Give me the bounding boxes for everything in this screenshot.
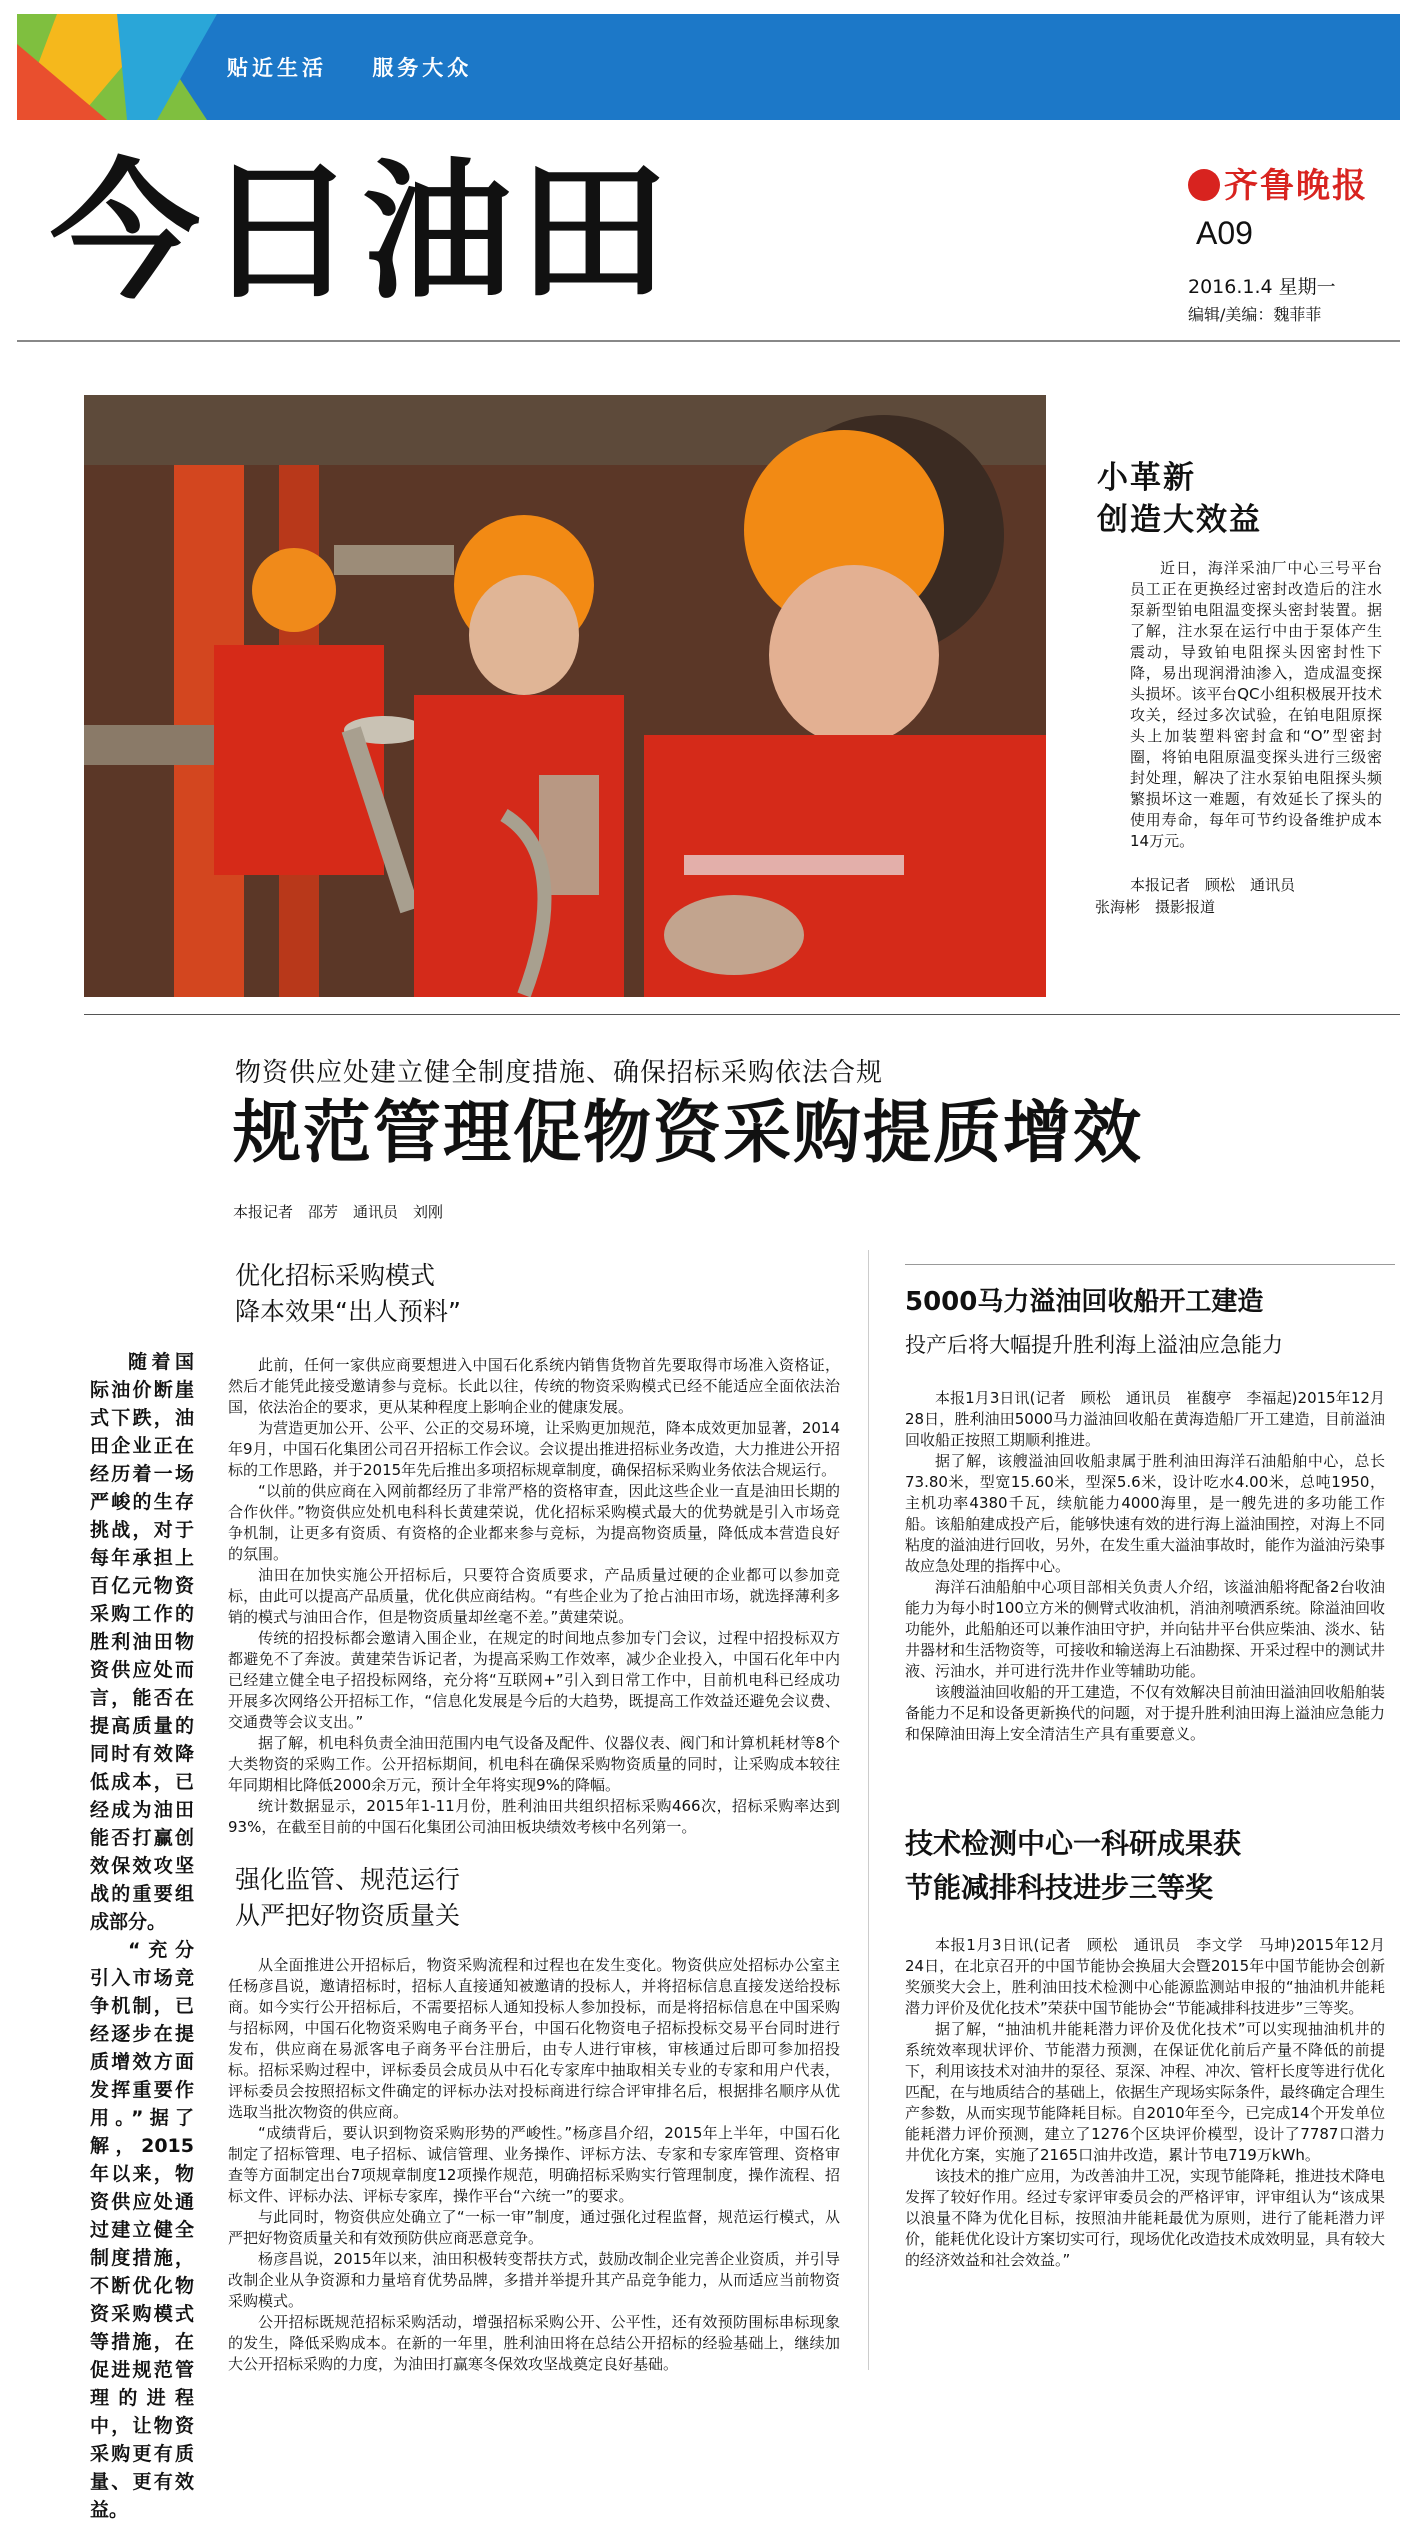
- divider: [905, 1264, 1395, 1265]
- slogan-text-1: 贴近生活: [227, 56, 327, 80]
- article-paragraph: 公开招标既规范招标采购活动，增强招标采购公开、公平性，还有效预防围标串标现象的发生，降低采购成本。在新的一年里，胜利油田将在总结公开招标的经验基础上，继续加大公开招标采购的力度，为油田打赢寒冬保效攻坚战奠定良好基础。: [228, 2313, 840, 2373]
- subhead-2: [235, 1862, 635, 1934]
- article-paragraph: 统计数据显示，2015年1-11月份，胜利油田共组织招标采购466次，招标采购率达到93%，在截至目前的中国石化集团公司油田板块绩效考核中名列第一。: [228, 1797, 840, 1836]
- right-story-2-body: [905, 1935, 1385, 2271]
- newspaper-name: 齐鲁晚报: [1224, 166, 1368, 206]
- subhead-1-line-2: 降本效果“出人预料”: [235, 1297, 461, 1326]
- article-paragraph: 据了解，该艘溢油回收船隶属于胜利油田海洋石油船舶中心，总长73.80米，型宽15.60米，型深5.6米，设计吃水4.00米，总吨1950，主机功率4380千瓦，续航能力4000海里，是一艘先进的多功能工作船。该船舶建成投产后，能够快速有效的进行海上溢油围控，对海上不同粘度的溢油进行回收，另外，在发生重大溢油事故时，能作为溢油污染事故应急处理的指挥中心。: [905, 1452, 1386, 1575]
- page-number: A09: [1196, 215, 1253, 251]
- article-paragraph: 据了解，机电科负责全油田范围内电气设备及配件、仪器仪表、阀门和计算机耗材等8个大类物资的采购工作。公开招标期间，机电科在确保采购物资质量的同时，让采购成本较往年同期相比降低2000余万元，预计全年将实现9%的降幅。: [228, 1734, 840, 1794]
- article-paragraph: 此前，任何一家供应商要想进入中国石化系统内销售货物首先要取得市场准入资格证，然后才能凭此接受邀请参与竞标。长此以往，传统的物资采购模式已经不能适应全面依法治国，依法治企的要求，更从某种程度上影响企业的健康发展。: [228, 1356, 840, 1416]
- right-story-1-headline: 5000马力溢油回收船开工建造: [905, 1287, 1264, 1317]
- article-paragraph: 该技术的推广应用，为改善油井工况，实现节能降耗，推进技术降电发挥了较好作用。经过专家评审委员会的严格评审，评审组认为“该成果以浪量不降为优化目标，按照油井能耗最优为原则，进行了能耗潜力评价，能耗优化设计方案切实可行，现场优化改造技术成效明显，具有较大的经济效益和社会效益。”: [905, 2167, 1386, 2269]
- article-paragraph: 为营造更加公开、公平、公正的交易环境，让采购更加规范，降本成效更加显著，2014年9月，中国石化集团公司召开招标工作会议。会议提出推进招标业务改造，大力推进公开招标的工作思路，并于2015年先后推出多项招标规章制度，确保招标采购业务依法合规运行。: [228, 1419, 840, 1479]
- article-paragraph: 该艘溢油回收船的开工建造，不仅有效解决目前油田溢油回收船舶装备能力不足和设备更新换代的问题，对于提升胜利油田海上溢油应急能力和保障油田海上安全清洁生产具有重要意义。: [905, 1683, 1386, 1743]
- main-kicker: 物资供应处建立健全制度措施、确保招标采购依法合规: [235, 1058, 884, 1088]
- side-story-body: 近日，海洋采油厂中心三号平台员工正在更换经过密封改造后的注水泵新型铂电阻温变探头密封装置。据了解，注水泵在运行中由于泵体产生震动，导致铂电阻探头因密封性下降，易出现润滑油渗入，造成温变探头损坏。该平台QC小组积极展开技术攻关，经过多次试验，在铂电阻原探头上加装塑料密封盒和“O”型密封圈，将铂电阻原温变探头进行三级密封处理，解决了注水泵铂电阻探头频繁损坏这一难题，有效延长了探头的使用寿命，每年可节约设备维护成本14万元。: [1130, 559, 1382, 850]
- divider: [17, 340, 1400, 342]
- banner-slogan: [227, 52, 506, 82]
- article-paragraph: 从全面推进公开招标后，物资采购流程和过程也在发生变化。物资供应处招标办公室主任杨彦昌说，邀请招标时，招标人直接通知被邀请的投标人，并将招标信息直接发送给投标商。如今实行公开招标后，不需要招标人通知投标人参加投标，而是将招标信息在中国采购与招标网，中国石化物资采购电子商务平台，中国石化物资电子招标投标交易平台同时进行发布，供应商在易派客电子商务平台注册后，由专人进行审核，审核通过后即可参加招投标。招标采购过程中，评标委员会成员从中石化专家库中抽取相关专业的专家和用户代表，评标委员会按照招标文件确定的评标办法对投标商进行综合评审排名后，根据排名顺序从优选取当批次物资的供应商。: [228, 1956, 840, 2121]
- article-paragraph: 杨彦昌说，2015年以来，油田积极转变帮扶方式，鼓励改制企业完善企业资质，并引导改制企业从争资源和力量培育优势品牌，多措并举提升其产品竞争能力，从而适应当前物资采购模式。: [228, 2250, 840, 2310]
- article-paragraph: 本报1月3日讯(记者 顾松 通讯员 崔馥亭 李福起)2015年12月28日，胜利油田5000马力溢油回收船在黄海造船厂开工建造，目前溢油回收船正按照工期顺利推进。: [905, 1389, 1385, 1449]
- article-paragraph: 油田在加快实施公开招标后，只要符合资质要求，产品质量过硬的企业都可以参加竞标，由此可以提高产品质量，优化供应商结构。“有些企业为了抢占油田市场，就选择薄利多销的模式与油田合作，但是物资质量却丝毫不差。”黄建荣说。: [228, 1566, 840, 1626]
- article-paragraph: 传统的招投标都会邀请入围企业，在规定的时间地点参加专门会议，过程中招投标双方都避免不了奔波。黄建荣告诉记者，为提高采购工作效率，减少企业投入，中国石化年中内已经建立健全电子招投标网络，充分将“互联网+”引入到日常工作中，目前机电科已经成功开展多次网络公开招标工作，“信息化发展是今后的大趋势，既提高工作效益还避免会议费、交通费等会议支出。”: [228, 1629, 840, 1731]
- page-title: 今日油田: [50, 146, 675, 320]
- divider: [84, 1014, 1400, 1015]
- side-headline-line-1: 小革新: [1097, 460, 1196, 496]
- header-banner: [17, 14, 1400, 120]
- right-story-2-headline-line-2: 节能减排科技进步三等奖: [905, 1871, 1214, 1904]
- article-paragraph: 与此同时，物资供应处确立了“一标一审”制度，通过强化过程监督，规范运行模式，从严把好物资质量关和有效预防供应商恶意竞争。: [228, 2208, 840, 2247]
- workers-photo: [84, 395, 1046, 997]
- logo-icon: [1188, 169, 1220, 201]
- side-headline-line-2: 创造大效益: [1097, 502, 1262, 538]
- lead-paragraph: 随着国际油价断崖式下跌，油田企业正在经历着一场严峻的生存挑战，对于每年承担上百亿元物资采购工作的胜利油田物资供应处而言，能否在提高质量的同时有效降低成本，已经成为油田能否打赢创效保效攻坚战的重要组成部分。: [90, 1351, 194, 1933]
- main-byline: 本报记者 邵芳 通讯员 刘刚: [233, 1203, 444, 1221]
- article-paragraph: 据了解，“抽油机井能耗潜力评价及优化技术”可以实现抽油机井的系统效率现状评价、节能潜力预测，在保证优化前后产量不降低的前提下，利用该技术对油井的泵径、泵深、冲程、冲次、管杆长度等进行优化匹配，在与地质结合的基础上，依据生产现场实际条件，最终确定合理生产参数，从而实现节能降耗目标。自2010年至今，已完成14个开发单位能耗潜力评价预测，建立了1276个区块评价模型，设计了7787口潜力井优化方案，实施了2165口油井改造，累计节电719万kWh。: [905, 2020, 1386, 2164]
- subhead-1: [235, 1258, 635, 1330]
- subhead-2-line-2: 从严把好物资质量关: [235, 1901, 461, 1930]
- side-byline-line-1: 本报记者 顾松 通讯员: [1130, 876, 1296, 894]
- banner-graphic-icon: [17, 14, 1400, 120]
- article-paragraph: 本报1月3日讯(记者 顾松 通讯员 李文学 马坤)2015年12月24日，在北京召开的中国节能协会换届大会暨2015年中国节能协会创新奖颁奖大会上，胜利油田技术检测中心能源监测站申报的“抽油机井能耗潜力评价及优化技术”荣获中国节能协会“节能减排科技进步”三等奖。: [905, 1936, 1385, 2017]
- right-story-2-headline-line-1: 技术检测中心一科研成果获: [905, 1827, 1242, 1860]
- article-paragraph: “成绩背后，要认识到物资采购形势的严峻性。”杨彦昌介绍，2015年上半年，中国石化制定了招标管理、电子招标、诚信管理、业务操作、评标方法、专家和专家库管理、资格审查等方面制定出台7项规章制度12项操作规范，明确招标采购实行管理制度，操作流程、招标文件、评标办法、评标专家库，操作平台“六统一”的要求。: [228, 2124, 840, 2205]
- right-story-2-headline: [905, 1822, 1241, 1910]
- newspaper-logo: [1188, 158, 1368, 207]
- main-headline: 规范管理促物资采购提质增效: [233, 1094, 1144, 1173]
- slogan-text-2: 服务大众: [372, 56, 473, 80]
- side-story-byline: [1095, 874, 1385, 918]
- right-story-1-body: [905, 1388, 1385, 1745]
- lead-column: [90, 1348, 194, 2524]
- lead-paragraph: “充分引入市场竞争机制，已经逐步在提质增效方面发挥重要作用。”据了解，2015年以来，物资供应处通过建立健全制度措施，不断优化物资采购模式等措施，在促进规范管理的进程中，让物资采购更有质量、更有效益。: [90, 1939, 194, 2521]
- photo-illustration-icon: [84, 395, 1046, 997]
- editor-credit: 编辑/美编：魏菲菲: [1188, 305, 1322, 324]
- article-paragraph: “以前的供应商在入网前都经历了非常严格的资格审查，因此这些企业一直是油田长期的合作伙伴。”物资供应处机电科科长黄建荣说，优化招标采购模式最大的优势就是引入市场竞争机制，让更多有资质、有资格的企业都来参与竞标，为提高物资质量，降低成本营造良好的氛围。: [228, 1482, 840, 1563]
- side-story-headline: [1097, 457, 1377, 541]
- issue-date: 2016.1.4 星期一: [1188, 276, 1336, 298]
- article-paragraph: 海洋石油船舶中心项目部相关负责人介绍，该溢油船将配备2台收油能力为每小时100立方米的侧臂式收油机，消油剂喷洒系统。除溢油回收功能外，此船舶还可以兼作油田守护，并向钻井平台供应柴油、淡水、钻井器材和生活物资等，可接收和输送海上石油勘探、开采过程中的测试井液、污油水，并可进行洗井作业等辅助功能。: [905, 1578, 1386, 1680]
- column-divider: [868, 1250, 869, 2370]
- article-section-1: [228, 1355, 840, 1838]
- right-story-1-subhead: 投产后将大幅提升胜利海上溢油应急能力: [905, 1333, 1283, 1357]
- side-byline-line-2: 张海彬 摄影报道: [1095, 898, 1216, 916]
- subhead-1-line-1: 优化招标采购模式: [235, 1261, 436, 1290]
- article-section-2: [228, 1955, 840, 2375]
- subhead-2-line-1: 强化监管、规范运行: [235, 1865, 461, 1894]
